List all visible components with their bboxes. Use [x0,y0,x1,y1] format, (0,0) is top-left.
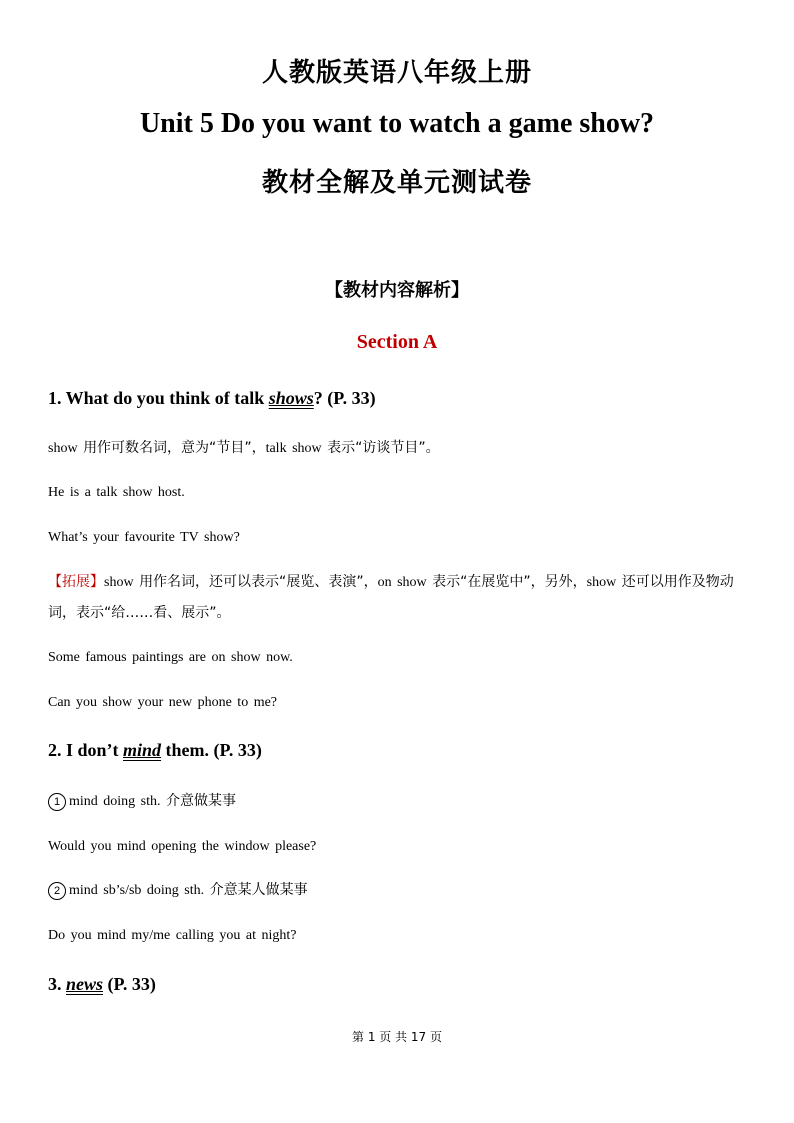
item2-heading-pre: 2. I don’t [48,740,124,760]
content-analysis-heading: 【教材内容解析】 [325,280,469,301]
item1-keyword: shows [268,388,314,408]
item3-heading-post: (P. 33) [103,974,156,994]
ext-part-b: on show [377,575,433,590]
ext-part-a: show [104,575,140,590]
item1-example1: He is a talk show host. [48,485,185,500]
extension-tag: 【拓展】 [48,574,104,590]
doc-title-line2: Unit 5 Do you want to watch a game show? [139,108,655,139]
item2-usage2 [48,875,748,906]
usage1-cn: 介意做某事 [166,793,237,809]
circled-number-2: 2 [48,882,66,900]
ext-cn1: 用作名词，还可以表示“展览、表演”， [139,574,378,590]
page-footer: 第 1 页 共 17 页 [352,1030,442,1044]
item1-heading-pre: 1. What do you think of talk [48,388,269,408]
section-title: Section A [356,331,438,353]
item1-example3: Some famous paintings are on show now. [48,650,293,665]
usage1-en: mind doing sth. [69,794,167,809]
ext-part-c: show [586,575,622,590]
circled-number-1: 1 [48,793,66,811]
doc-title-line1: 人教版英语八年级上册 [261,58,532,88]
item3-heading-pre: 3. [48,974,66,994]
item3-keyword: news [66,974,104,994]
item1-explanation [48,433,748,464]
item1-example2: What’s your favourite TV show? [48,530,240,545]
item2-example1: Would you mind opening the window please? [48,839,317,854]
item1-explain-mid: talk show [265,441,328,456]
doc-title-line3: 教材全解及单元测试卷 [261,168,532,198]
item1-explain-pre: show [48,441,84,456]
item2-keyword: mind [123,740,162,760]
ext-cn2: 表示“在展览中”，另外， [432,574,587,590]
item2-heading [48,740,262,761]
ext-cn3: 还可以用作及物动词，表示“给……看、展示”。 [48,574,734,621]
item2-usage1 [48,786,748,817]
item1-extension [48,567,748,629]
item2-example2: Do you mind my/me calling you at night? [48,928,297,943]
usage2-cn: 介意某人做某事 [209,882,308,898]
item1-explain-cn1: 用作可数名词，意为“节目”， [83,440,266,456]
item2-heading-post: them. (P. 33) [161,740,262,760]
item1-heading-post: ? (P. 33) [313,388,376,408]
item3-heading [48,974,156,995]
usage2-en: mind sb’s/sb doing sth. [69,883,210,898]
item1-heading [48,388,376,409]
item1-explain-cn2: 表示“访谈节目”。 [327,440,440,456]
item1-example4: Can you show your new phone to me? [48,695,278,710]
